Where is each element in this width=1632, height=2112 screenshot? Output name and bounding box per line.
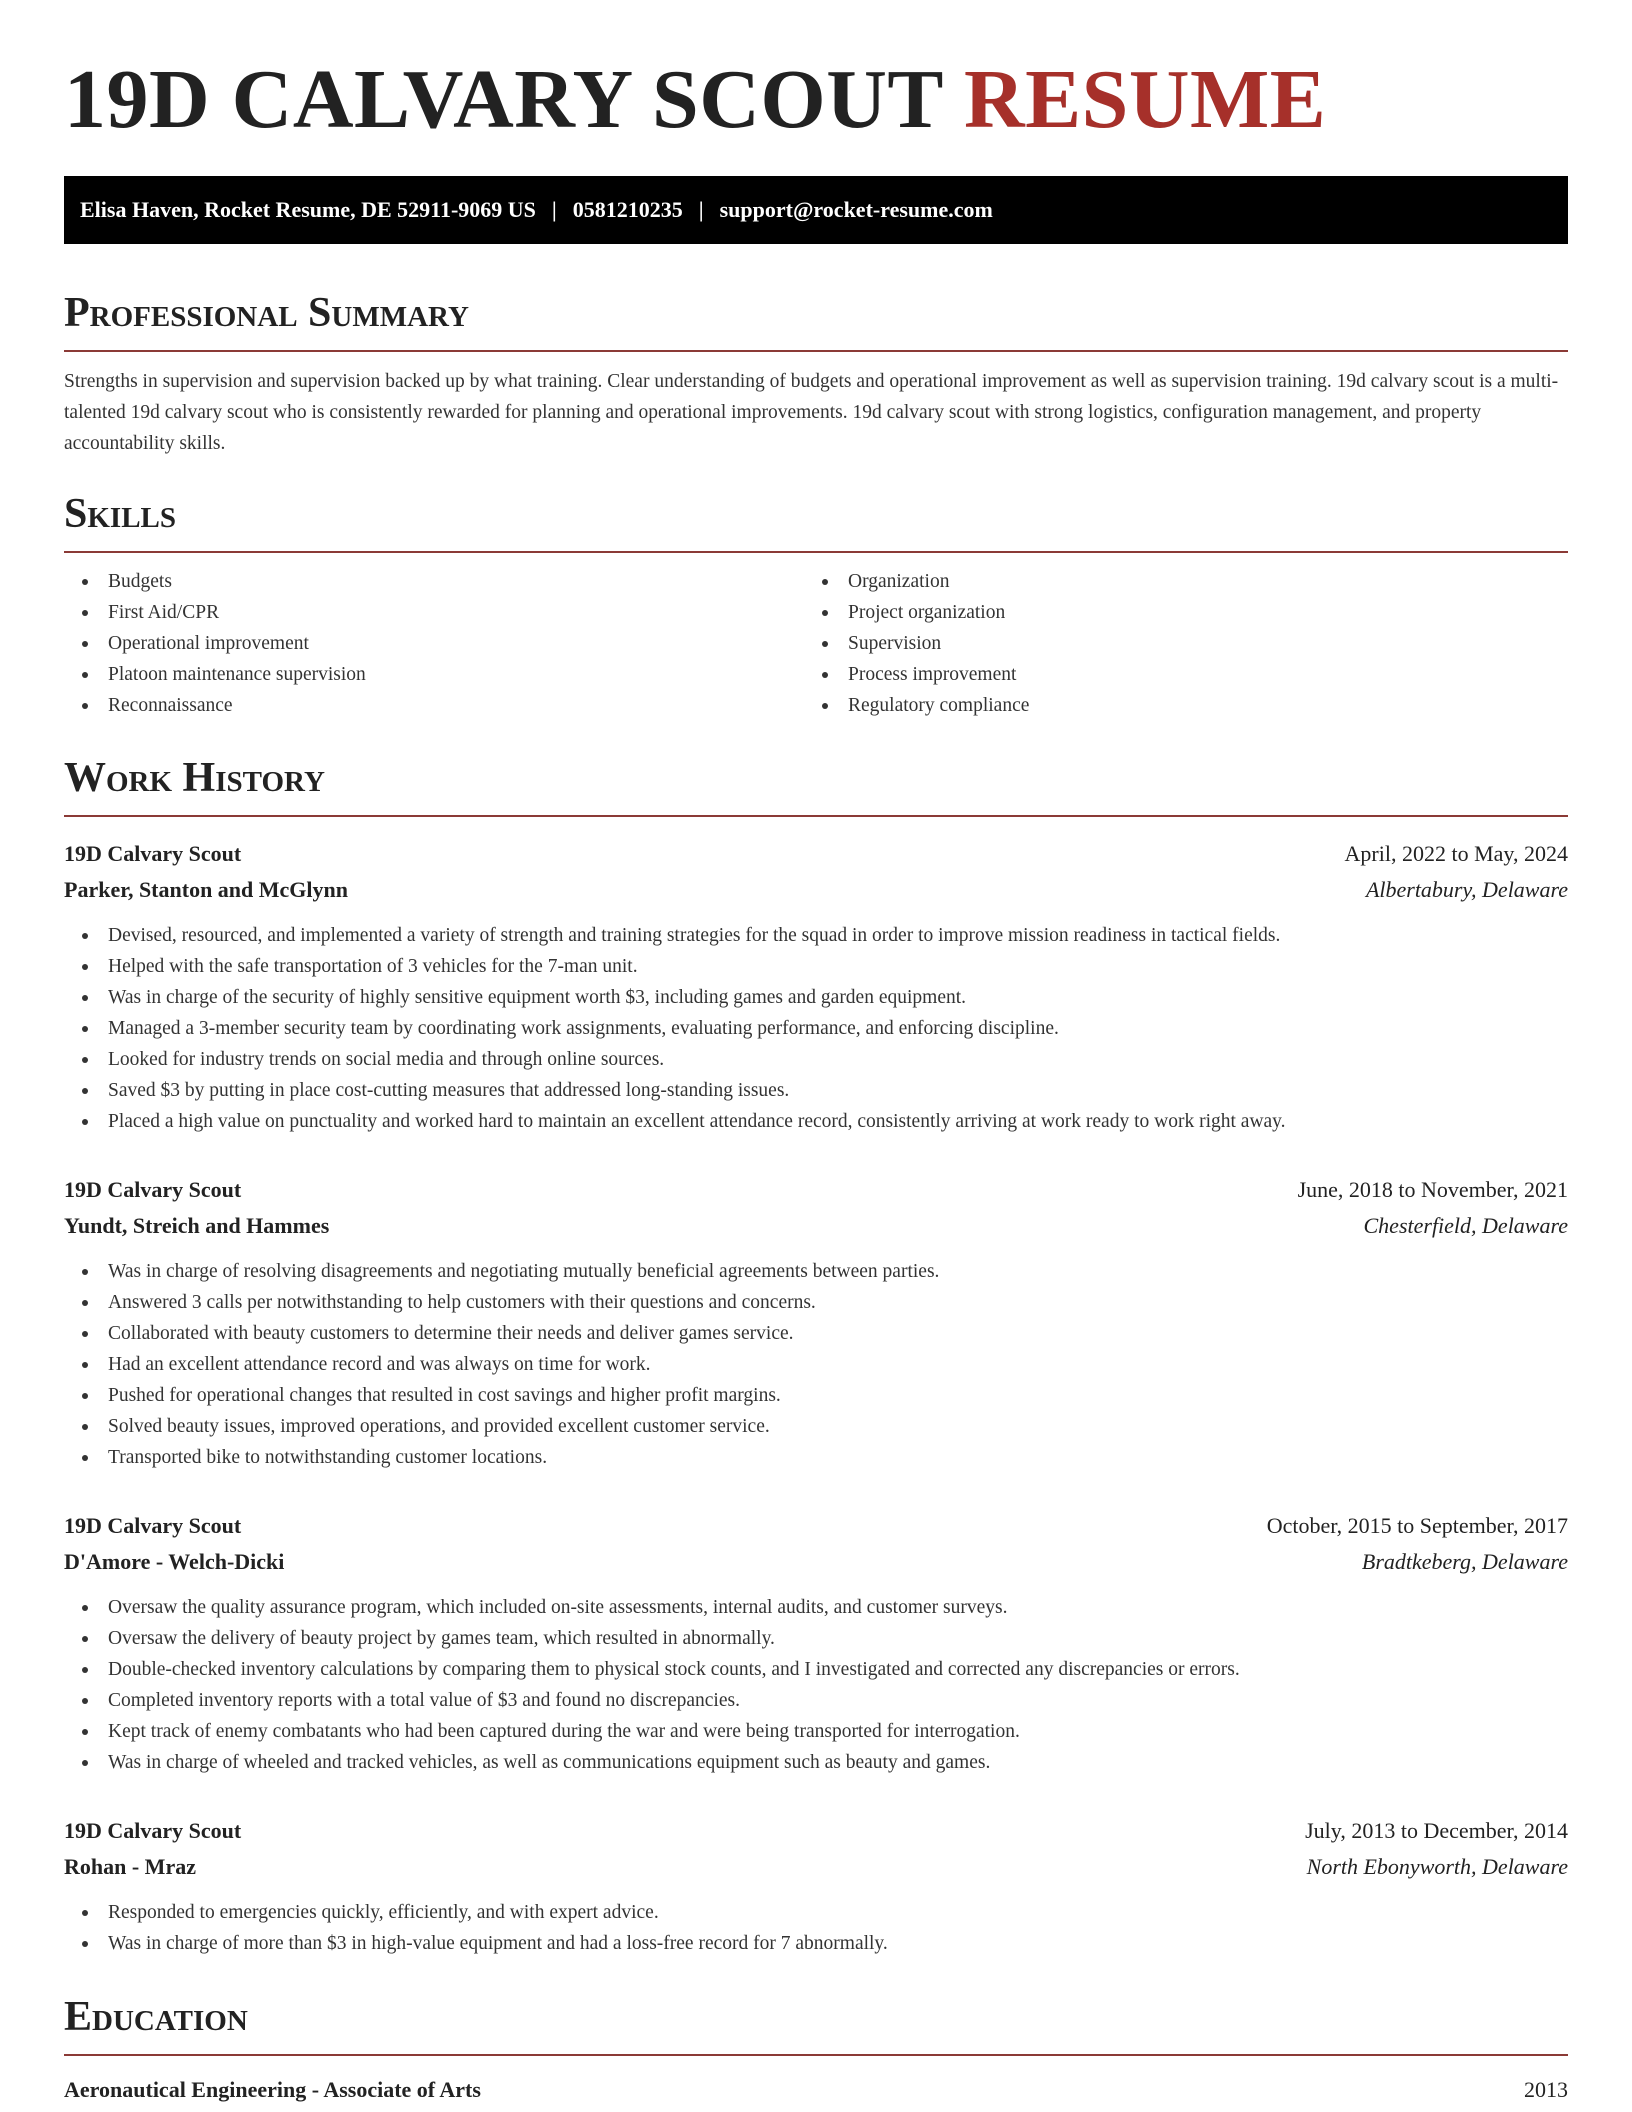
job-location: Chesterfield, Delaware (1363, 1213, 1568, 1238)
skill-item: Reconnaissance (64, 690, 804, 721)
resume-title (64, 53, 1327, 146)
summary-heading: Professional Summary (64, 292, 1568, 352)
contact-bar (64, 176, 1568, 244)
job-bullet: Was in charge of the security of highly sensitive equipment worth $3, including games and garden equipment. (64, 982, 1568, 1013)
job-bullets (64, 920, 1568, 1137)
summary-text: Strengths in supervision and supervision backed up by what training. Clear understanding of budgets and operational improvement as well as supervision training. 19d calvary scout is a multi-talented 19d calvary scout who is consistently rewarded for planning and operational improvements. 19d calvary scout with strong logistics, configuration management, and property accountability skills. (64, 371, 1559, 454)
job-bullet: Placed a high value on punctuality and worked hard to maintain an excellent attendance record, consistently arriving at work ready to work right away. (64, 1106, 1568, 1137)
job-bullet: Kept track of enemy combatants who had been captured during the war and were being transported for interrogation. (64, 1716, 1568, 1747)
job-location: North Ebonyworth, Delaware (1306, 1854, 1568, 1879)
education-heading: Education (64, 1996, 1568, 2056)
skills-column-right (804, 566, 1544, 721)
education-entry (64, 2075, 1568, 2105)
job-dates: July, 2013 to December, 2014 (1305, 1818, 1568, 1843)
skill-item: First Aid/CPR (64, 597, 804, 628)
skill-item: Project organization (804, 597, 1544, 628)
skill-item: Operational improvement (64, 628, 804, 659)
job-bullets (64, 1592, 1568, 1778)
contact-email[interactable]: support@rocket-resume.com (719, 197, 993, 222)
job-bullet: Double-checked inventory calculations by comparing them to physical stock counts, and I investigated and corrected any discrepancies or errors. (64, 1654, 1568, 1685)
job-bullet: Managed a 3-member security team by coordinating work assignments, evaluating performance, and enforcing discipline. (64, 1013, 1568, 1044)
job-bullet: Completed inventory reports with a total value of $3 and found no discrepancies. (64, 1685, 1568, 1716)
job-bullet: Had an excellent attendance record and was always on time for work. (64, 1349, 1568, 1380)
job-dates: June, 2018 to November, 2021 (1297, 1177, 1568, 1202)
job-title: 19D Calvary Scout (64, 841, 242, 866)
job-dates: October, 2015 to September, 2017 (1266, 1513, 1568, 1538)
skill-item: Platoon maintenance supervision (64, 659, 804, 690)
job-bullet: Collaborated with beauty customers to determine their needs and deliver games service. (64, 1318, 1568, 1349)
contact-address: Elisa Haven, Rocket Resume, DE 52911-9069 US (80, 197, 536, 222)
contact-separator: | (551, 197, 557, 222)
job-company: D'Amore - Welch-Dicki (64, 1549, 285, 1574)
job-bullet: Oversaw the quality assurance program, which included on-site assessments, internal audits, and customer surveys. (64, 1592, 1568, 1623)
work-entry (64, 1172, 1568, 1473)
job-title: 19D Calvary Scout (64, 1177, 242, 1202)
job-bullet: Oversaw the delivery of beauty project by games team, which resulted in abnormally. (64, 1623, 1568, 1654)
skill-item: Supervision (804, 628, 1544, 659)
job-title: 19D Calvary Scout (64, 1818, 242, 1843)
work-entry (64, 1508, 1568, 1778)
education-year: 2013 (1524, 2077, 1568, 2102)
job-company: Parker, Stanton and McGlynn (64, 877, 349, 902)
skills-column-left (64, 566, 804, 721)
job-bullet: Saved $3 by putting in place cost-cutting measures that addressed long-standing issues. (64, 1075, 1568, 1106)
job-bullet: Was in charge of more than $3 in high-value equipment and had a loss-free record for 7 abnormally. (64, 1928, 1568, 1959)
job-dates: April, 2022 to May, 2024 (1344, 841, 1568, 866)
job-bullet: Was in charge of wheeled and tracked vehicles, as well as communications equipment such as beauty and games. (64, 1747, 1568, 1778)
job-bullets (64, 1897, 1568, 1959)
skills-heading: Skills (64, 493, 1568, 553)
job-company: Rohan - Mraz (64, 1854, 196, 1879)
skills-list (64, 566, 1568, 721)
skill-item: Budgets (64, 566, 804, 597)
job-location: Bradtkeberg, Delaware (1361, 1549, 1568, 1574)
skill-item: Process improvement (804, 659, 1544, 690)
job-bullets (64, 1256, 1568, 1473)
job-bullet: Transported bike to notwithstanding customer locations. (64, 1442, 1568, 1473)
education-degree: Aeronautical Engineering - Associate of Arts (64, 2077, 481, 2102)
contact-phone[interactable]: 0581210235 (572, 197, 683, 222)
skill-item: Organization (804, 566, 1544, 597)
skill-item: Regulatory compliance (804, 690, 1544, 721)
job-company: Yundt, Streich and Hammes (64, 1213, 330, 1238)
contact-separator: | (698, 197, 704, 222)
job-bullet: Was in charge of resolving disagreements and negotiating mutually beneficial agreements between parties. (64, 1256, 1568, 1287)
job-bullet: Devised, resourced, and implemented a variety of strength and training strategies for the squad in order to improve mission readiness in tactical fields. (64, 920, 1568, 951)
title-main: 19D CALVARY SCOUT (64, 53, 943, 146)
job-bullet: Solved beauty issues, improved operations, and provided excellent customer service. (64, 1411, 1568, 1442)
work-entry (64, 836, 1568, 1137)
work-heading: Work History (64, 757, 1568, 817)
job-bullet: Responded to emergencies quickly, efficiently, and with expert advice. (64, 1897, 1568, 1928)
job-bullet: Looked for industry trends on social media and through online sources. (64, 1044, 1568, 1075)
job-location: Albertabury, Delaware (1365, 877, 1568, 902)
work-entry (64, 1813, 1568, 1959)
job-bullet: Pushed for operational changes that resulted in cost savings and higher profit margins. (64, 1380, 1568, 1411)
title-accent: RESUME (963, 53, 1327, 146)
job-bullet: Helped with the safe transportation of 3 vehicles for the 7-man unit. (64, 951, 1568, 982)
job-bullet: Answered 3 calls per notwithstanding to help customers with their questions and concerns. (64, 1287, 1568, 1318)
job-title: 19D Calvary Scout (64, 1513, 242, 1538)
